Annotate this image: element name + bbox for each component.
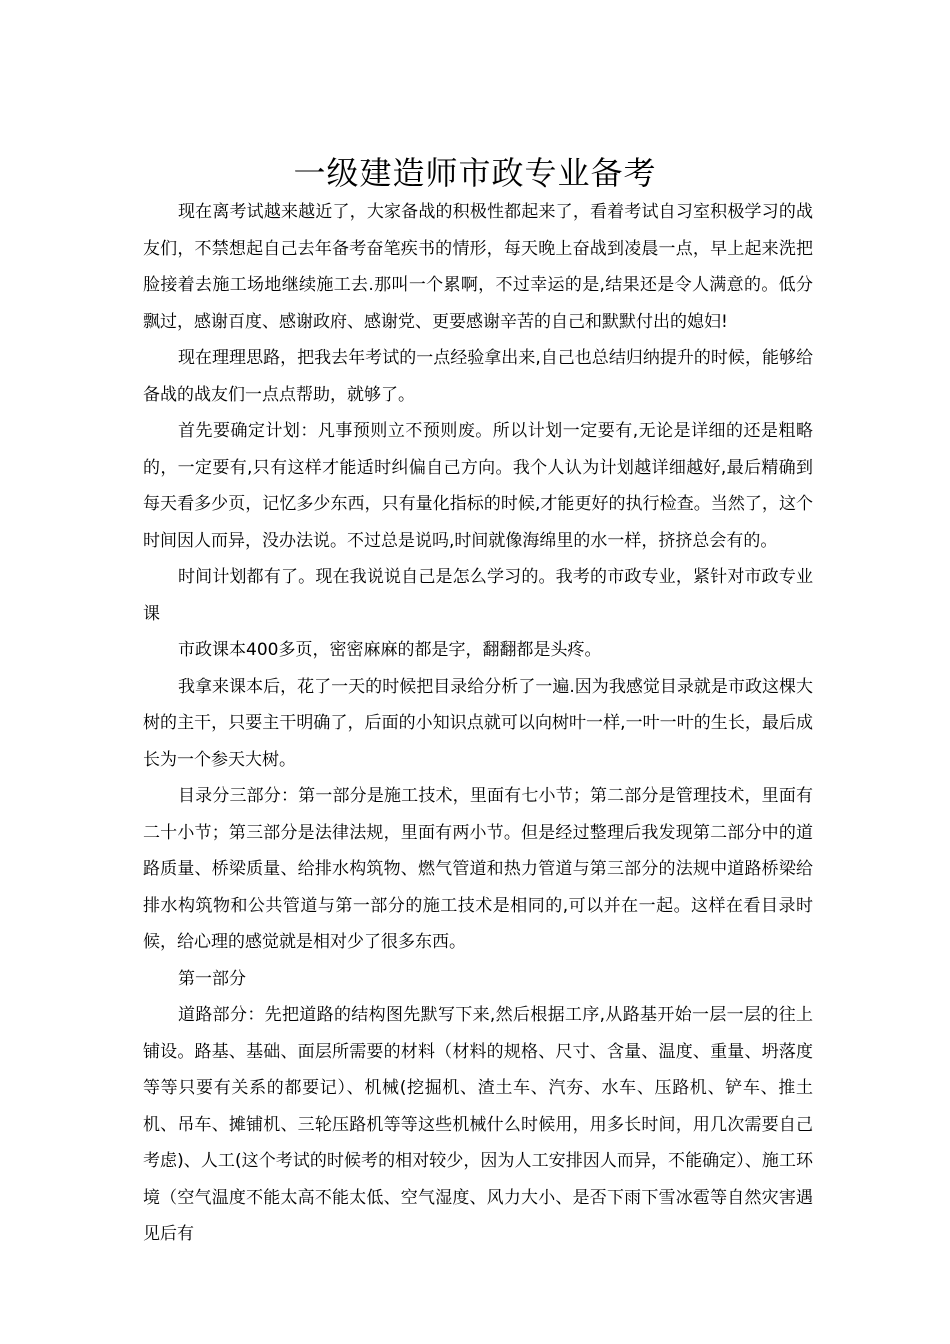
paragraph: 道路部分：先把道路的结构图先默写下来,然后根据工序,从路基开始一层一层的往上铺设。路基、基础、面层所需要的材料（材料的规格、尺寸、含量、温度、重量、坍落度等等只要有关系的都要记）、机械(挖掘机、渣土车、汽夯、水车、压路机、铲车、推土机、吊车、摊铺机、三轮压路机等等这些机械什么时候用，用多长时间，用几次需要自己考虑)、人工(这个考试的时候考的相对较少，因为人工安排因人而异，不能确定）、施工环境（空气温度不能太高不能太低、空气湿度、风力大小、是否下雨下雪冰雹等自然灾害遇见后有 bbox=[143, 1005, 813, 1244]
document-title: 一级建造师市政专业备考 bbox=[293, 154, 657, 192]
paragraph: 现在理理思路，把我去年考试的一点经验拿出来,自己也总结归纳提升的时候，能够给备战的战友们一点点帮助，就够了。 bbox=[143, 348, 813, 405]
paragraph: 市政课本400多页，密密麻麻的都是字，翻翻都是头疼。 bbox=[178, 640, 602, 660]
document-body bbox=[143, 194, 813, 1253]
paragraph: 时间计划都有了。现在我说说自己是怎么学习的。我考的市政专业，紧针对市政专业课 bbox=[143, 567, 813, 624]
section-heading: 第一部分 bbox=[178, 968, 246, 989]
paragraph: 现在离考试越来越近了，大家备战的积极性都起来了，看着考试自习室积极学习的战友们，不禁想起自己去年备考奋笔疾书的情形，每天晚上奋战到凌晨一点，早上起来洗把脸接着去施工场地继续施工去.那叫一个累啊，不过幸运的是,结果还是令人满意的。低分飘过，感谢百度、感谢政府、感谢党、更要感谢辛苦的自己和默默付出的媳妇! bbox=[143, 202, 813, 332]
paragraph: 目录分三部分：第一部分是施工技术，里面有七小节；第二部分是管理技术，里面有二十小节；第三部分是法律法规，里面有两小节。但是经过整理后我发现第二部分中的道路质量、桥梁质量、给排水构筑物、燃气管道和热力管道与第三部分的法规中道路桥梁给排水构筑物和公共管道与第一部分的施工技术是相同的,可以并在一起。这样在看目录时候，给心理的感觉就是相对少了很多东西。 bbox=[143, 786, 813, 952]
paragraph: 首先要确定计划：凡事预则立不预则废。所以计划一定要有,无论是详细的还是粗略的，一定要有,只有这样才能适时纠偏自己方向。我个人认为计划越详细越好,最后精确到每天看多少页，记忆多少东西，只有量化指标的时候,才能更好的执行检查。当然了，这个时间因人而异，没办法说。不过总是说吗,时间就像海绵里的水一样，挤挤总会有的。 bbox=[143, 421, 813, 551]
paragraph: 我拿来课本后，花了一天的时候把目录给分析了一遍.因为我感觉目录就是市政这棵大树的主干，只要主干明确了，后面的小知识点就可以向树叶一样,一叶一叶的生长，最后成长为一个参天大树。 bbox=[143, 676, 813, 770]
